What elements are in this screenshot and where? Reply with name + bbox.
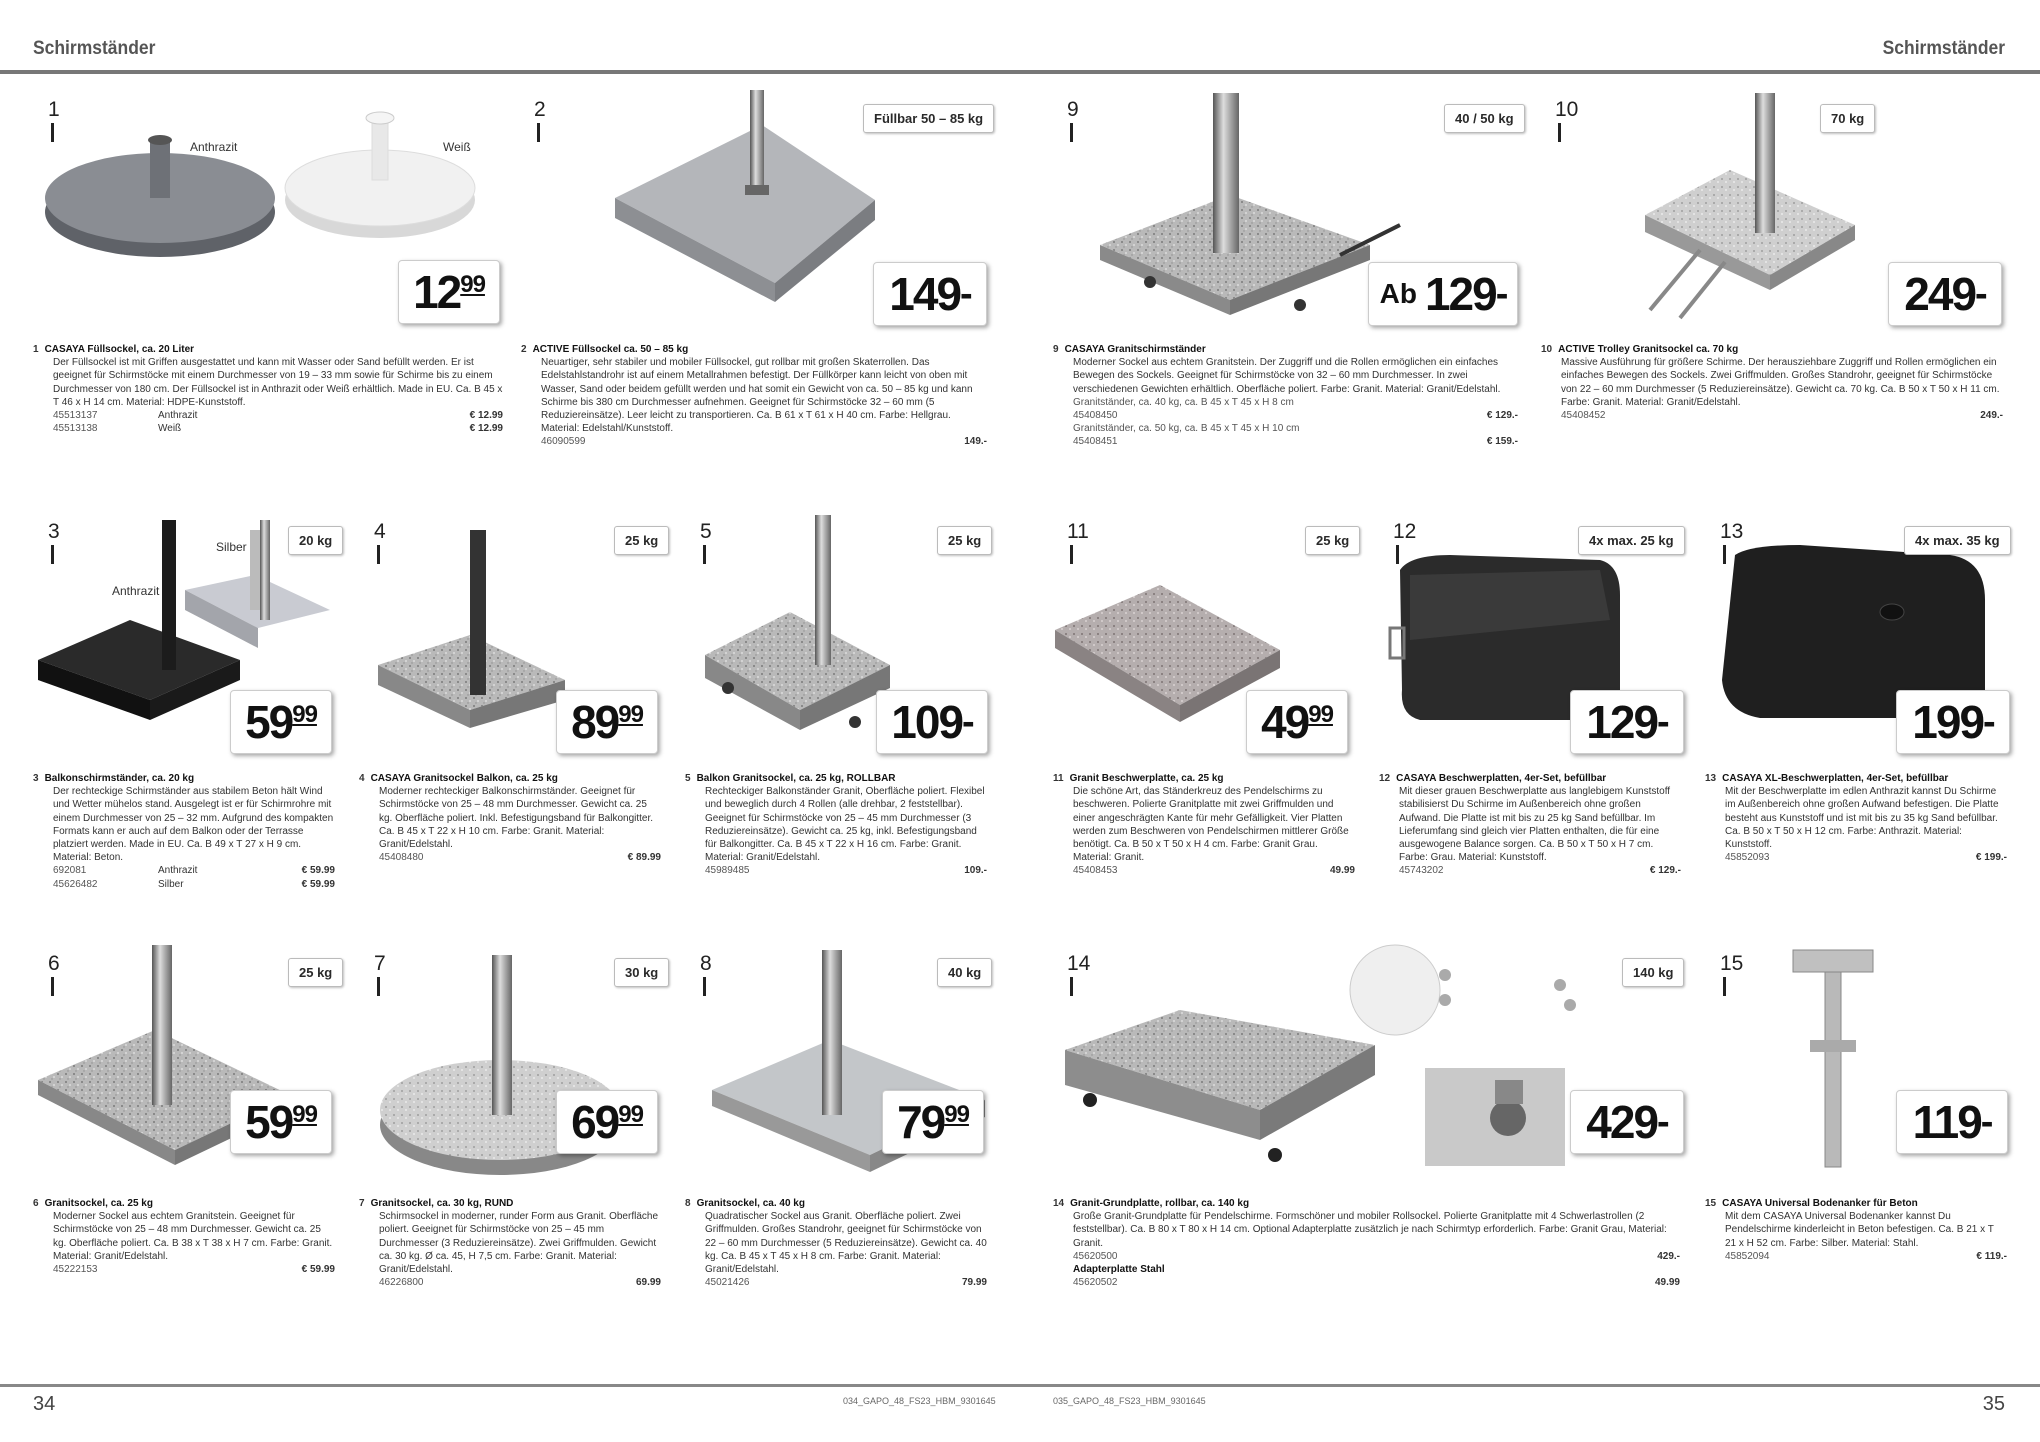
- weight-badge: 30 kg: [614, 958, 669, 987]
- weight-badge: 25 kg: [614, 526, 669, 555]
- product-number: 11: [1067, 520, 1089, 568]
- product-description: 6 Granitsockel, ca. 25 kg Moderner Sockel aus echtem Granitstein. Geeignet für Schirmstöcke von 25 – 48 mm Durchmesser. Gewicht ca. 25 kg. Oberfläche poliert. Ca. B 38 x T 38 x H 7 cm. Farbe: Granit. Material: Granit/Edelstahl. 45222153 € 59.99: [33, 1198, 335, 1276]
- weight-badge: 70 kg: [1820, 104, 1875, 133]
- price-tag: 199 -: [1896, 690, 2010, 754]
- price-tag: 49 99: [1246, 690, 1348, 754]
- product-number: 13: [1720, 520, 1743, 568]
- weight-badge: 40 / 50 kg: [1444, 104, 1525, 133]
- p1-image: [45, 112, 475, 257]
- page-number-right: 35: [1982, 1393, 2005, 1415]
- product-number: 15: [1720, 952, 1743, 1000]
- price-tag: 149 -: [873, 262, 987, 326]
- product-number: 5: [700, 520, 712, 568]
- price-tag: 119 -: [1896, 1090, 2008, 1154]
- product-description: 11 Granit Beschwerplatte, ca. 25 kg Die schöne Art, das Ständerkreuz des Pendelschirms zu beschweren. Polierte Granitplatte mit zwei Griffmulden und einer angeschrägten Kante für mehr Gefälligkeit. Vier Platten werden zum Beschweren von Pendelschirmen mittlerer Größe benötigt. Ca. B 50 x T 50 x H 4 cm. Farbe: Granit Grau. Material: Granit. 45408453 49.99: [1053, 773, 1355, 877]
- footer-rule: [0, 1384, 2040, 1387]
- print-code-left: 034_GAPO_48_FS23_HBM_9301645: [843, 1396, 996, 1406]
- price-tag: 109 -: [876, 690, 988, 754]
- p2-image: [615, 90, 875, 302]
- product-number: 1: [48, 98, 60, 146]
- product-description: 4 CASAYA Granitsockel Balkon, ca. 25 kg Moderner rechteckiger Balkonschirmständer. Geeignet für Schirmstöcke von 25 – 48 mm Durchmesser. Gewicht ca. 25 kg. Oberfläche poliert. Inkl. Befestigungsband für Balkongitter. Ca. B 45 x T 22 x H 10 cm. Farbe: Granit. Material: Granit/Edelstahl. 45408480 € 89.99: [359, 773, 661, 864]
- product-description: 5 Balkon Granitsockel, ca. 25 kg, ROLLBAR Rechteckiger Balkonständer Granit, Oberfläche poliert. Flexibel und beweglich durch 4 Rollen (alle drehbar, 2 feststellbar). Geeignet für Schirmstöcke von 25 – 45 mm Durchmesser (3 Reduziereinsätze). Gewicht ca. 25 kg, inkl. Befestigungsband für Balkongitter. Ca. B 45 x T 22 x H 16 cm. Farbe: Granit. Material: Granit/Edelstahl. 45989485 109.-: [685, 773, 987, 877]
- weight-badge: 40 kg: [937, 958, 992, 987]
- weight-badge: 140 kg: [1622, 958, 1684, 987]
- variant-label: Weiß: [443, 140, 471, 154]
- print-code-right: 035_GAPO_48_FS23_HBM_9301645: [1053, 1396, 1206, 1406]
- price-tag: 249 -: [1888, 262, 2002, 326]
- p4-image: [378, 530, 565, 728]
- page-title-left: Schirmständer: [33, 38, 156, 59]
- weight-badge: Füllbar 50 – 85 kg: [863, 104, 994, 133]
- product-number: 9: [1067, 98, 1079, 146]
- product-number: 3: [48, 520, 60, 568]
- page-title-right: Schirmständer: [1882, 38, 2005, 59]
- price-tag: 59 99: [230, 1090, 332, 1154]
- variant-label: Anthrazit: [112, 584, 160, 598]
- product-description: 10 ACTIVE Trolley Granitsockel ca. 70 kg Massive Ausführung für größere Schirme. Der herausziehbare Zuggriff und Rollen ermöglichen ein einfaches Bewegen des Sockels. Zwei Griffmulden. Großes Standrohr, geeignet für Schirmstöcke von 22 – 60 mm Durchmesser (5 Reduziereinsätze). Gewicht ca. 70 kg. Ca. B 50 x T 50 x H 11 cm. Farbe: Granit. Material: Granit/Edelstahl. 45408452 249.-: [1541, 344, 2003, 422]
- price-tag: Ab 129 -: [1368, 262, 1518, 326]
- weight-badge: 25 kg: [288, 958, 343, 987]
- product-number: 7: [374, 952, 386, 1000]
- weight-badge: 20 kg: [288, 526, 343, 555]
- product-number: 8: [700, 952, 712, 1000]
- product-description: 15 CASAYA Universal Bodenanker für Beton Mit dem CASAYA Universal Bodenanker kannst Du Pendelschirme kinderleicht in Beton befestigen. Ca. B 21 x T 21 x H 52 cm. Farbe: Silber. Material: Stahl. 45852094 € 119.-: [1705, 1198, 2007, 1262]
- product-number: 2: [534, 98, 546, 146]
- p14-image: [1065, 945, 1576, 1166]
- product-description: 3 Balkonschirmständer, ca. 20 kg Der rechteckige Schirmständer aus stabilem Beton hält Wind und Wetter mühelos stand. Ausgelegt ist er für Schirmrohre mit einem Durchmesser von 25 – 32 mm. Aufgrund des kompakten Formats kann er auch auf dem Balkon oder der Terrasse platziert werden. Made in EU. Ca. B 49 x T 27 x H 9 cm. Material: Beton. 692081 Anthrazit € 59.99 45626482 Silber € 59.99: [33, 773, 335, 890]
- product-description: 12 CASAYA Beschwerplatten, 4er-Set, befüllbar Mit dieser grauen Beschwerplatte aus langlebigem Kunststoff stabilisierst Du Schirme im Außenbereich ohne großen Aufwand. Die Platte ist mit bis zu 25 kg Sand befüllbar. Im Lieferumfang sind gleich vier Platten enthalten, die für eine ausgewogene Balance sorgen. Ca. B 50 x T 50 x H 7 cm. Farbe: Grau. Material: Kunststoff. 45743202 € 129.-: [1379, 773, 1681, 877]
- product-number: 10: [1555, 98, 1578, 146]
- price-tag: 69 99: [556, 1090, 658, 1154]
- weight-badge: 25 kg: [1305, 526, 1360, 555]
- product-description: 1 CASAYA Füllsockel, ca. 20 Liter Der Füllsockel ist mit Griffen ausgestattet und kann mit Wasser oder Sand befüllt werden. Er ist geeignet für Schirmstöcke mit einem Durchmesser von 19 – 33 mm sowie für Schirme bis zu einem Durchmesser von 180 cm. Der Füllsockel ist in Anthrazit oder Weiß erhältlich. Made in EU. Ca. B 45 x T 46 x H 14 cm. Material: HDPE-Kunststoff. 45513137 Anthrazit € 12.99 45513138 Weiß € 12.99: [33, 344, 503, 435]
- price-tag: 79 99: [882, 1090, 984, 1154]
- p5-image: [705, 515, 890, 730]
- price-tag: 429 -: [1570, 1090, 1684, 1154]
- price-tag: 12 99: [398, 260, 500, 324]
- weight-badge: 25 kg: [937, 526, 992, 555]
- p15-image: [1793, 950, 1873, 1167]
- product-description: 14 Granit-Grundplatte, rollbar, ca. 140 kg Große Granit-Grundplatte für Pendelschirme. Formschöner und mobiler Rollsockel. Polierte Granitplatte mit 4 Schwerlastrollen (2 feststellbar). Ca. B 80 x T 80 x H 14 cm. Optional Adapterplatte zusätzlich je nach Schirmtyp erforderlich. Farbe: Granit Grau, Material: Granit. 45620500 429.- Adapterplatte Stahl 45620502 49.99: [1053, 1198, 1680, 1289]
- product-number: 14: [1067, 952, 1090, 1000]
- page-number-left: 34: [33, 1393, 56, 1415]
- price-tag: 89 99: [556, 690, 658, 754]
- product-description: 9 CASAYA Granitschirmständer Moderner Sockel aus echtem Granitstein. Der Zuggriff und die Rollen ermöglichen ein einfaches Bewegen des Sockels. Geeignet für Schirmstöcke von 32 – 60 mm Durchmesser. In zwei verschiedenen Gewichten erhältlich. Oberfläche poliert. Farbe: Granit. Material: Granit/Edelstahl. Granitständer, ca. 40 kg, ca. B 45 x T 45 x H 8 cm 45408450 € 129.- Granitständer, ca. 50 kg, ca. B 45 x T 45 x H 10 cm 45408451 € 159.-: [1053, 344, 1518, 448]
- product-number: 12: [1393, 520, 1416, 568]
- product-description: 7 Granitsockel, ca. 30 kg, RUND Schirmsockel in moderner, runder Form aus Granit. Oberfläche poliert. Geeignet für Schirmstöcke von 25 – 45 mm Durchmesser (3 Reduziereinsätze). Zwei Griffmulden. Gewicht ca. 30 kg. Ø ca. 45, H 7,5 cm. Farbe: Granit. Material: Granit/Edelstahl. 46226800 69.99: [359, 1198, 661, 1289]
- price-tag: 59 99: [230, 690, 332, 754]
- price-tag: 129 -: [1570, 690, 1684, 754]
- weight-badge: 4x max. 35 kg: [1904, 526, 2011, 555]
- variant-label: Silber: [216, 540, 247, 554]
- product-number: 6: [48, 952, 60, 1000]
- product-number: 4: [374, 520, 386, 568]
- p9-image: [1100, 93, 1400, 315]
- variant-label: Anthrazit: [190, 140, 238, 154]
- weight-badge: 4x max. 25 kg: [1578, 526, 1685, 555]
- product-description: 13 CASAYA XL-Beschwerplatten, 4er-Set, befüllbar Mit der Beschwerplatte im edlen Anthrazit kannst Du Schirme im Außenbereich ohne großen Aufwand befestigen. Die Platte besteht aus Kunststoff und ist mit bis zu 35 kg Sand befüllbar. Ca. B 50 x T 50 x H 12 cm. Farbe: Anthrazit. Material: Kunststoff. 45852093 € 199.-: [1705, 773, 2007, 864]
- product-description: 8 Granitsockel, ca. 40 kg Quadratischer Sockel aus Granit. Oberfläche poliert. Zwei Griffmulden. Großes Standrohr, geeignet für Schirmstöcke von 22 – 60 mm Durchmesser (5 Reduziereinsätze). Gewicht ca. 40 kg. Ca. B 45 x T 45 x H 8 cm. Farbe: Granit. Material: Granit/Edelstahl. 45021426 79.99: [685, 1198, 987, 1289]
- product-description: 2 ACTIVE Füllsockel ca. 50 – 85 kg Neuartiger, sehr stabiler und mobiler Füllsockel, gut rollbar mit großen Skaterrollen. Das Edelstahlstandrohr ist auf einem Metallrahmen befestigt. Der Füllkörper kann leicht von oben mit Wasser, Sand oder beidem gefüllt werden und hat somit ein Gewicht von ca. 50 – 85 kg und kann Schirme bis 380 cm Durchmesser aufnehmen. Geeignet für Schirmstöcke 32 – 60 mm (5 Reduziereinsätze). Leer leicht zu transportieren. Ca. B 61 x T 61 x H 40 cm. Farbe: Hellgrau. Material: Edelstahl/Kunststoff. 46090599 149.-: [521, 344, 987, 448]
